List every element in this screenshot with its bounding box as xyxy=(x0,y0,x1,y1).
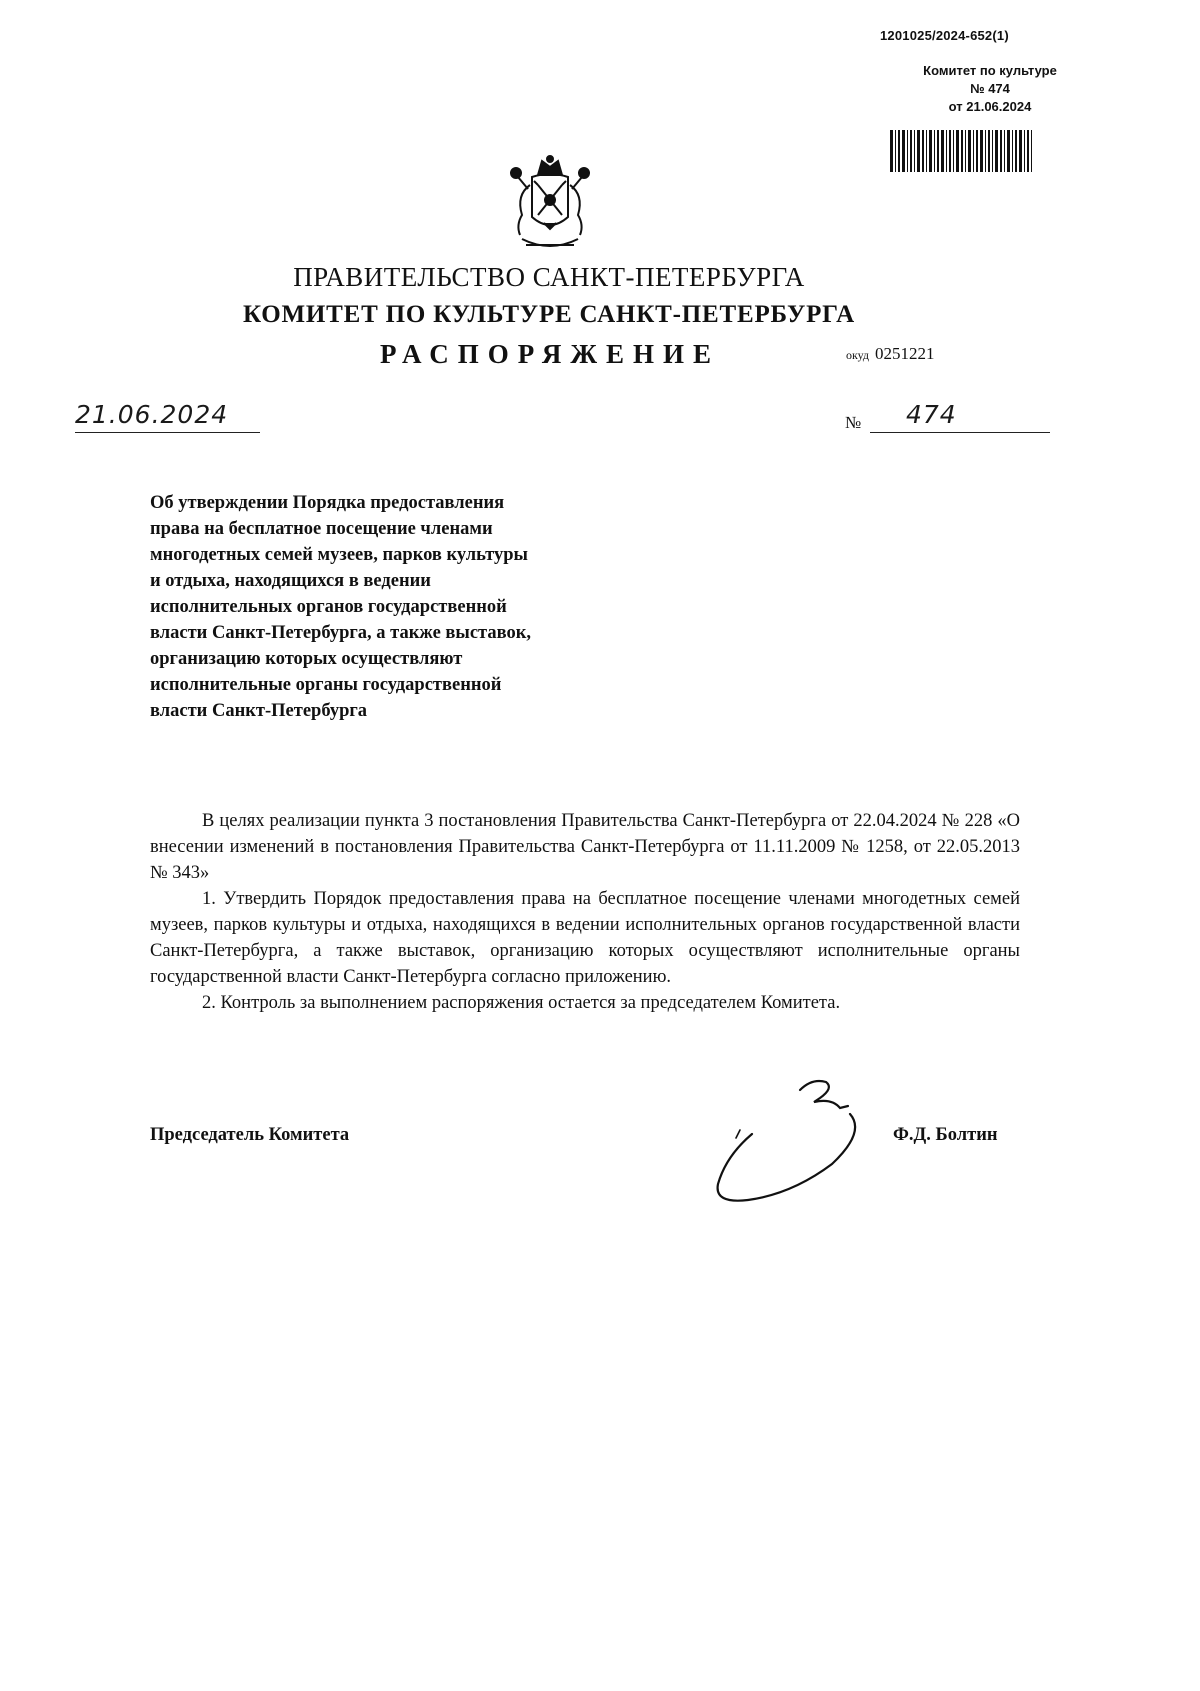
government-title: ПРАВИТЕЛЬСТВО САНКТ-ПЕТЕРБУРГА xyxy=(293,262,805,292)
document-subject xyxy=(150,490,630,724)
subject-line: права на бесплатное посещение членами xyxy=(150,519,493,539)
subject-line: многодетных семей музеев, парков культуры xyxy=(150,545,528,565)
handwritten-signature xyxy=(700,1068,890,1208)
committee-title: КОМИТЕТ ПО КУЛЬТУРЕ САНКТ-ПЕТЕРБУРГА xyxy=(242,301,856,328)
body-paragraph-2: 2. Контроль за выполнением распоряжения остается за председателем Комитета. xyxy=(202,993,841,1013)
body-paragraph-preamble: В целях реализации пункта 3 постановления Правительства Санкт-Петербурга от 22.04.2024 № 228 «О внесении изменений в постановления Правительства Санкт-Петербурга от 11.11.2009 № 1258, от 22.05.2013 № 343» xyxy=(150,811,1020,883)
subject-line: организацию которых осуществляют xyxy=(150,649,463,669)
signatory-position: Председатель Комитета xyxy=(150,1125,350,1145)
stamp-date: от 21.06.2024 xyxy=(948,99,1032,114)
barcode-icon xyxy=(890,130,1032,172)
coat-of-arms-icon xyxy=(502,155,598,255)
signatory-name: Ф.Д. Болтин xyxy=(893,1125,998,1145)
stamp-number: № 474 xyxy=(970,81,1010,96)
okud-code xyxy=(846,344,935,364)
registration-number: 1201025/2024-652(1) xyxy=(880,28,1009,43)
document-number: 474 xyxy=(906,400,957,429)
number-sign: № xyxy=(845,413,862,432)
subject-line: Об утверждении Порядка предоставления xyxy=(150,493,505,513)
body-paragraph-1: 1. Утвердить Порядок предоставления права на бесплатное посещение членами многодетных семей музеев, парков культуры и отдыха, находящихся в ведении исполнительных органов государственной власти Санкт-Петербурга, а также выставок, организацию которых осуществляют исполнительные органы государственной власти Санкт-Петербурга согласно приложению. xyxy=(150,889,1020,987)
number-field xyxy=(870,400,1050,433)
subject-line: исполнительных органов государственной xyxy=(150,597,507,617)
subject-line: и отдыха, находящихся в ведении xyxy=(150,571,431,591)
subject-line: власти Санкт-Петербурга, а также выставок, xyxy=(150,623,532,643)
document-date: 21.06.2024 xyxy=(75,400,229,429)
okud-value: 0251221 xyxy=(875,344,935,363)
okud-label: окуд xyxy=(846,348,870,362)
subject-line: власти Санкт-Петербурга xyxy=(150,701,368,721)
subject-line: исполнительные органы государственной xyxy=(150,675,502,695)
document-type: РАСПОРЯЖЕНИЕ xyxy=(380,339,721,369)
registration-stamp xyxy=(880,62,1100,116)
document-body xyxy=(150,808,1020,1016)
stamp-committee: Комитет по культуре xyxy=(923,63,1057,78)
date-field xyxy=(75,400,260,433)
